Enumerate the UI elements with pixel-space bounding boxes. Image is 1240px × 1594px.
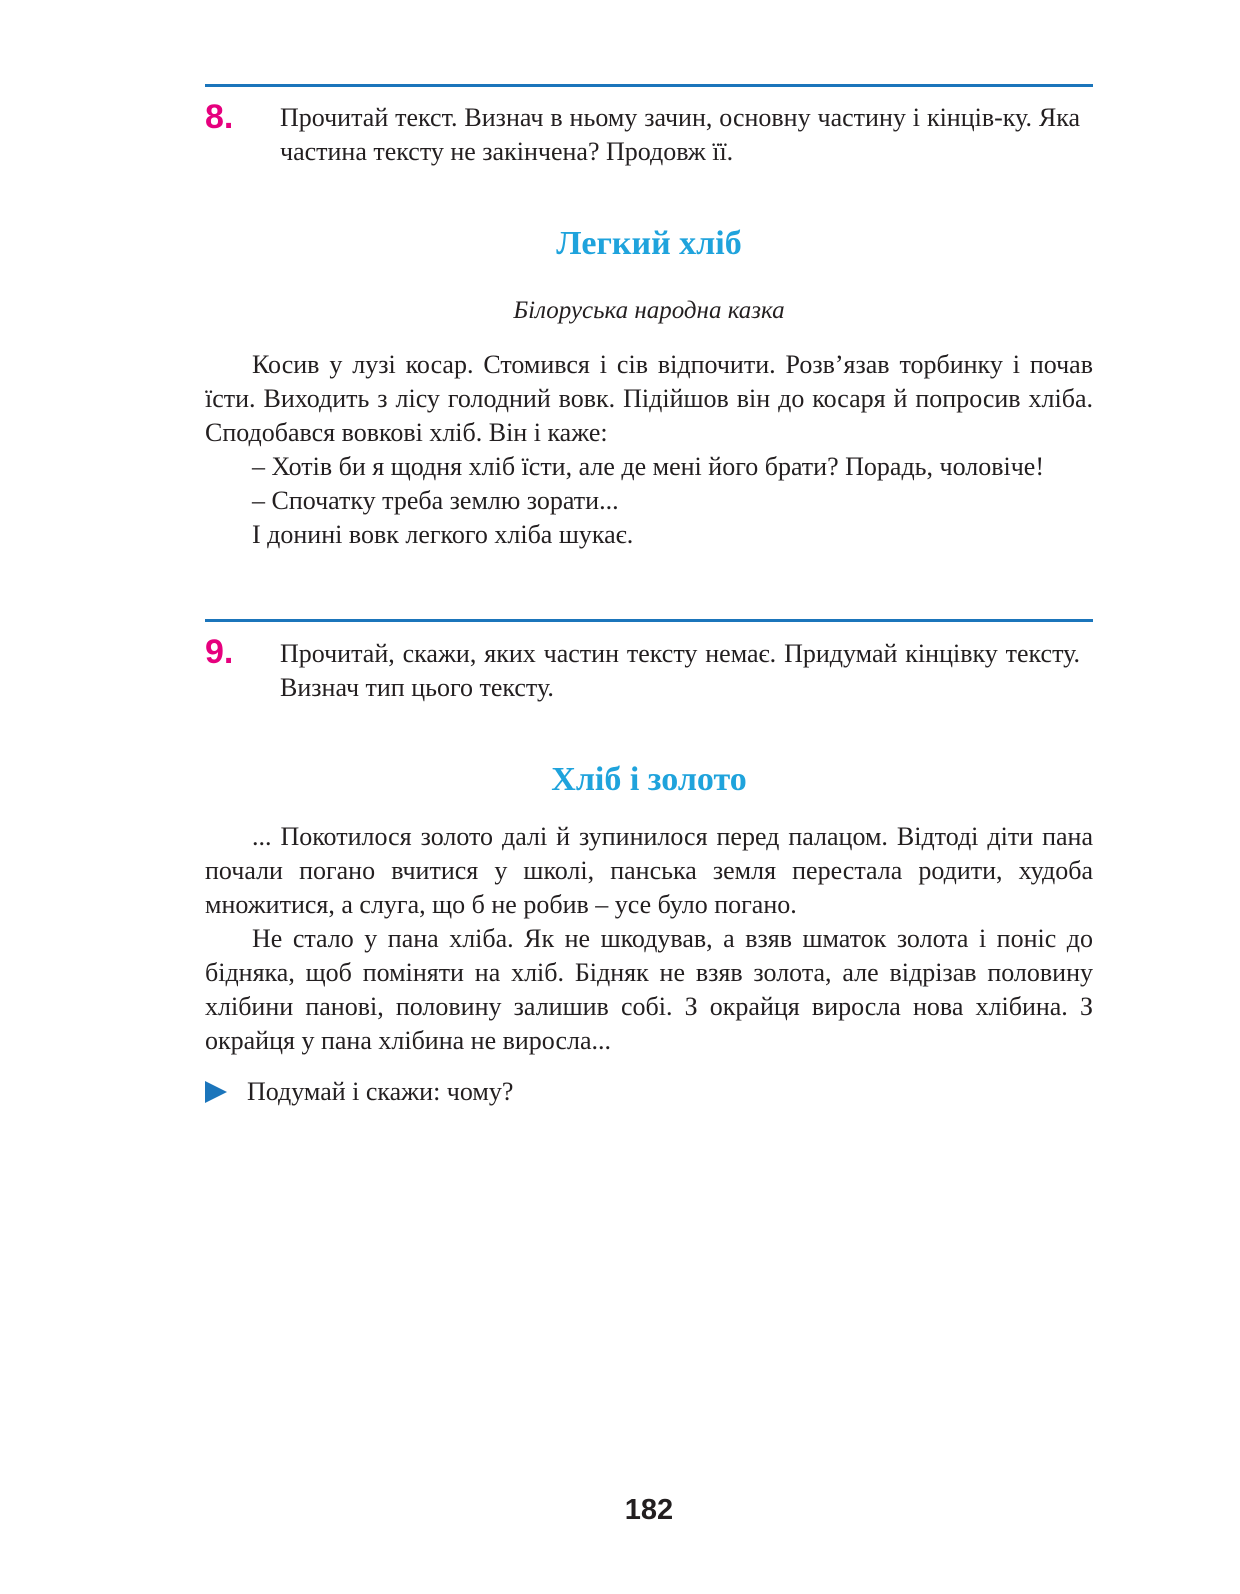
story-1-paragraph: – Спочатку треба землю зорати...: [252, 486, 619, 515]
exercise-8-number: 8.: [205, 98, 234, 136]
top-divider: [205, 84, 1093, 87]
story-1-title: Легкий хліб: [556, 225, 742, 262]
story-1-paragraph: І донині вовк легкого хліба шукає.: [252, 520, 634, 549]
question-prompt: [205, 1075, 513, 1109]
story-1-subtitle: Білоруська народна казка: [513, 297, 785, 324]
exercise-9-instruction: Прочитай, скажи, яких частин тексту немає. Придумай кінцівку тексту. Визнач тип цього тексту.: [280, 639, 1080, 702]
page-number: 182: [624, 1494, 674, 1526]
story-2-body: [205, 820, 1093, 1058]
story-1-body: [205, 348, 1093, 552]
section-divider: [205, 619, 1093, 622]
question-text: Подумай і скажи: чому?: [247, 1077, 514, 1106]
exercise-9-number: 9.: [205, 633, 234, 671]
story-1-paragraph: Косив у лузі косар. Стомився і сів відпочити. Розв’язав торбинку і почав їсти. Виходить з лісу голодний вовк. Підійшов він до косаря й попросив хліба. Сподобався вовкові хліб. Він і каже:: [205, 350, 1093, 447]
triangle-arrow-icon: [205, 1081, 227, 1103]
story-1-paragraph: – Хотів би я щодня хліб їсти, але де мені його брати? Порадь, чоловіче!: [252, 452, 1045, 481]
story-2-title: Хліб і золото: [551, 761, 747, 798]
story-2-paragraph: Не стало у пана хліба. Як не шкодував, а взяв шматок золота і поніс до бідняка, щоб поміняти на хліб. Бідняк не взяв золота, але відрізав половину хлібини панові, половину залишив собі. З окрайця виросла нова хлібина. З окрайця у пана хлібина не виросла...: [205, 924, 1093, 1055]
exercise-8-instruction: Прочитай текст. Визнач в ньому зачин, основну частину і кінців-ку. Яка частина тексту не закінчена? Продовж її.: [280, 103, 1080, 166]
story-2-paragraph: ... Покотилося золото далі й зупинилося перед палацом. Відтоді діти пана почали погано вчитися у школі, панська земля перестала родити, худоба множитися, а слуга, що б не робив – усе було погано.: [205, 822, 1093, 919]
